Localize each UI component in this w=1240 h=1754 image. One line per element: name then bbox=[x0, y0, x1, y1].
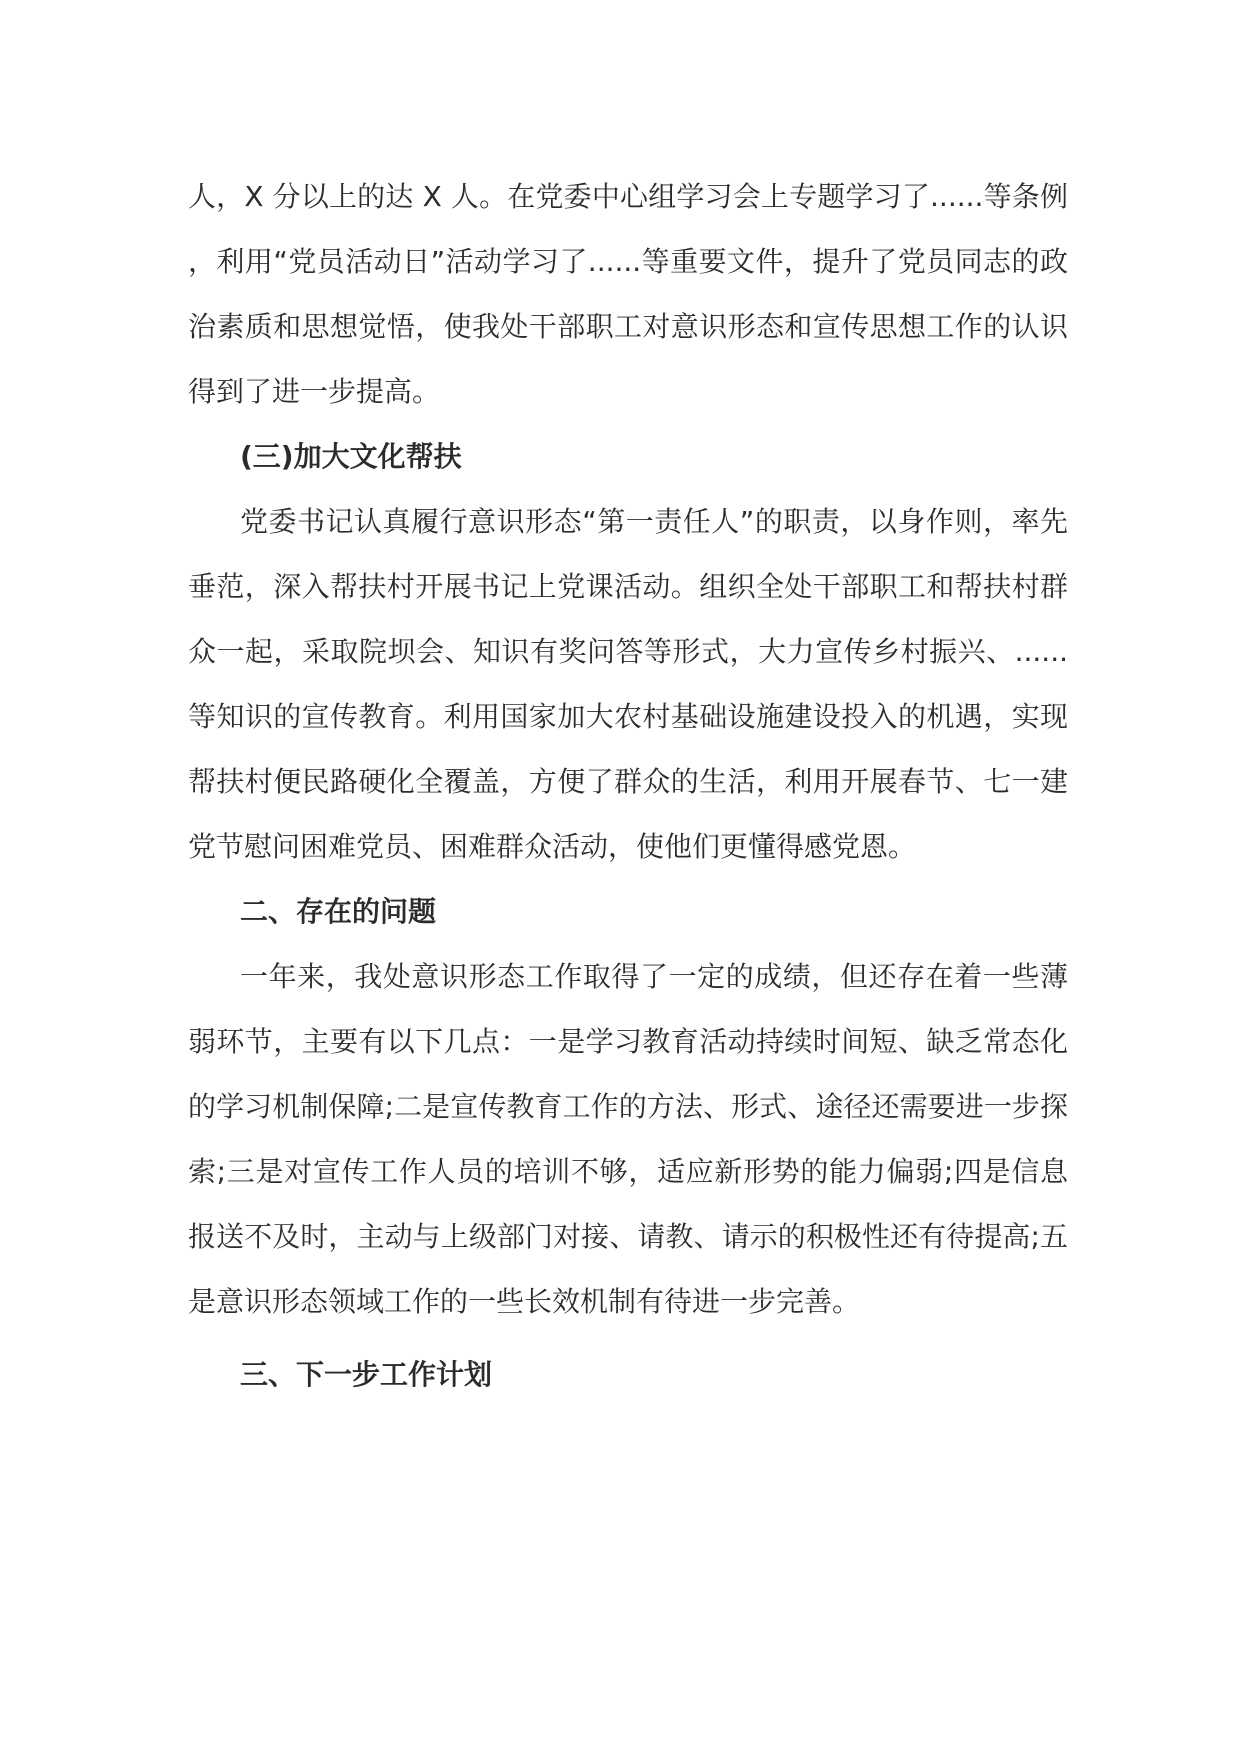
heading-existing-problems: 二、存在的问题 bbox=[240, 895, 437, 928]
paragraph-cultural-support: 党委书记认真履行意识形态“第一责任人”的职责，以身作则，率先垂范，深入帮扶村开展书记上党课活动。组织全处干部职工和帮扶村群众一起，采取院坝会、知识有奖问答等形式，大力宣传乡村振兴、......等知识的宣传教育。利用国家加大农村基础设施建设投入的机遇，实现帮扶村便民路硬化全覆盖，方便了群众的生活，利用开展春节、七一建党节慰问困难党员、困难群众活动，使他们更懂得感党恩。 bbox=[188, 505, 1068, 863]
heading-next-steps: 三、下一步工作计划 bbox=[240, 1358, 493, 1391]
paragraph-continued-study: 人，X 分以上的达 X 人。在党委中心组学习会上专题学习了......等条例，利用“党员活动日”活动学习了......等重要文件，提升了党员同志的政治素质和思想觉悟，使我处干部职工对意识形态和宣传思想工作的认识得到了进一步提高。 bbox=[188, 180, 1068, 408]
paragraph-existing-problems: 一年来，我处意识形态工作取得了一定的成绩，但还存在着一些薄弱环节，主要有以下几点：一是学习教育活动持续时间短、缺乏常态化的学习机制保障;二是宣传教育工作的方法、形式、途径还需要进一步探索;三是对宣传工作人员的培训不够，适应新形势的能力偏弱;四是信息报送不及时，主动与上级部门对接、请教、请示的积极性还有待提高;五是意识形态领域工作的一些长效机制有待进一步完善。 bbox=[188, 960, 1068, 1318]
heading-cultural-support: (三)加大文化帮扶 bbox=[240, 440, 462, 473]
document-body bbox=[188, 164, 1068, 1407]
